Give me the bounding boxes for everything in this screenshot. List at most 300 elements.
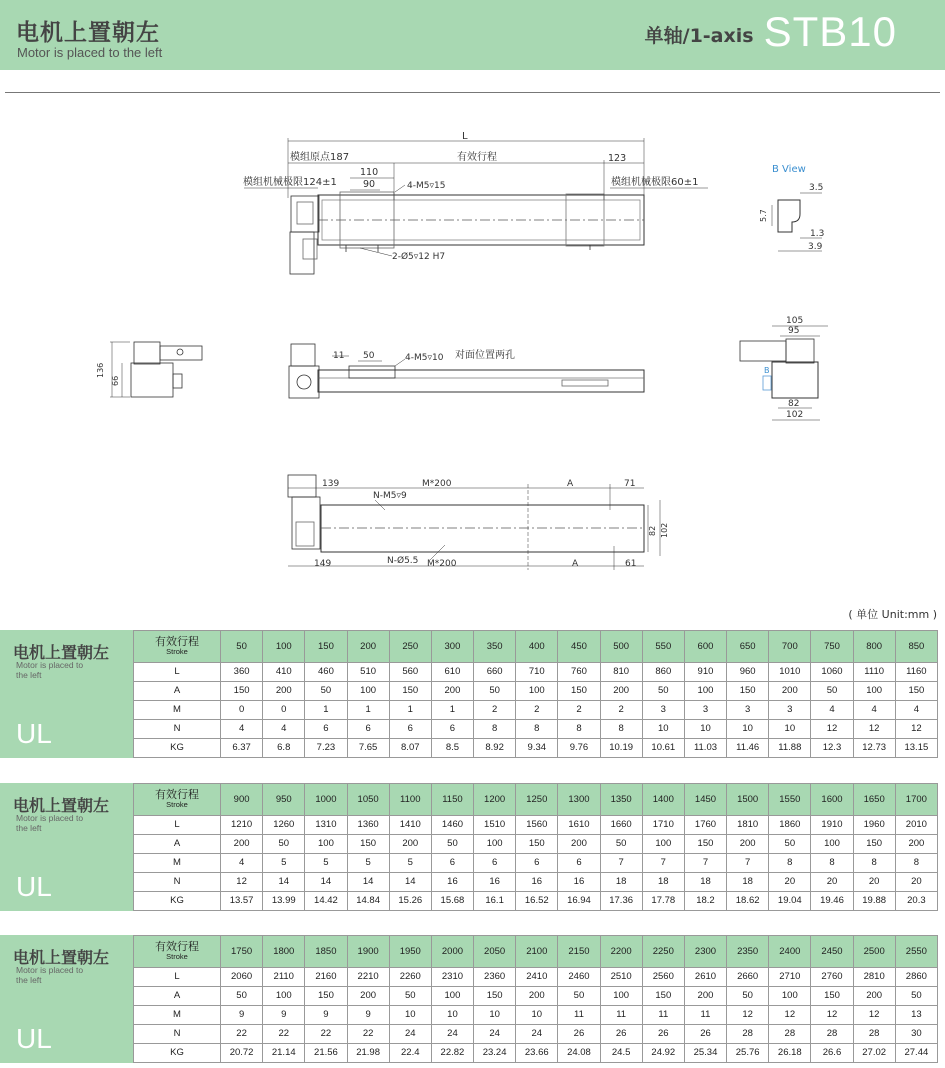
stroke-cell: 1200 [474, 784, 516, 816]
table-cell: 26 [642, 1024, 684, 1043]
table-cell: 0 [221, 700, 263, 719]
table-cell: 10.61 [642, 738, 684, 757]
table-cell: 100 [853, 681, 895, 700]
table-cell: 2210 [347, 967, 389, 986]
table-cell: 0 [263, 700, 305, 719]
table-cell: 28 [853, 1024, 895, 1043]
spec-block [0, 783, 945, 911]
table-cell: 2760 [811, 967, 853, 986]
table-cell: 1510 [474, 815, 516, 834]
table-cell: 4 [853, 700, 895, 719]
table-cell: 6 [431, 853, 473, 872]
table-cell: 200 [347, 986, 389, 1005]
table-cell: 150 [642, 986, 684, 1005]
stroke-cell: 1650 [853, 784, 895, 816]
stroke-cell: 1700 [895, 784, 937, 816]
axis-label: 单轴/1-axis [644, 25, 754, 47]
stroke-cell: 1750 [221, 936, 263, 968]
table-cell: 20 [853, 872, 895, 891]
table-cell: 18 [642, 872, 684, 891]
stroke-cell: 1600 [811, 784, 853, 816]
stroke-cell: 950 [263, 784, 305, 816]
table-cell: 20 [895, 872, 937, 891]
row-label: KG [134, 1043, 221, 1062]
table-cell: 5 [389, 853, 431, 872]
table-cell: 12 [811, 719, 853, 738]
table-cell: 460 [305, 662, 347, 681]
table-cell: 20.3 [895, 891, 937, 910]
stroke-cell: 550 [642, 631, 684, 663]
table-cell: 22 [263, 1024, 305, 1043]
table-cell: 6.8 [263, 738, 305, 757]
table-cell: 150 [558, 681, 600, 700]
table-cell: 1010 [769, 662, 811, 681]
table-cell: 100 [263, 986, 305, 1005]
table-cell: 22.4 [389, 1043, 431, 1062]
table-cell: 8 [853, 853, 895, 872]
table-header-row [134, 784, 938, 816]
stroke-cell: 250 [389, 631, 431, 663]
table-row [134, 853, 938, 872]
table-cell: 50 [389, 986, 431, 1005]
table-cell: 24.92 [642, 1043, 684, 1062]
row-label: M [134, 1005, 221, 1024]
table-cell: 16 [558, 872, 600, 891]
table-cell: 2710 [769, 967, 811, 986]
table-cell: 8.92 [474, 738, 516, 757]
stroke-cell: 600 [684, 631, 726, 663]
table-cell: 11.46 [727, 738, 769, 757]
table-cell: 24 [389, 1024, 431, 1043]
table-cell: 14.42 [305, 891, 347, 910]
table-cell: 100 [305, 834, 347, 853]
table-cell: 1160 [895, 662, 937, 681]
table-cell: 2310 [431, 967, 473, 986]
table-cell: 2810 [853, 967, 895, 986]
table-cell: 8 [811, 853, 853, 872]
table-cell: 22.82 [431, 1043, 473, 1062]
table-cell: 24.08 [558, 1043, 600, 1062]
table-cell: 1560 [516, 815, 558, 834]
table-cell: 10 [769, 719, 811, 738]
table-cell: 12.73 [853, 738, 895, 757]
table-cell: 100 [474, 834, 516, 853]
table-header-row [134, 936, 938, 968]
stroke-cell: 1850 [305, 936, 347, 968]
table-cell: 860 [642, 662, 684, 681]
table-cell: 360 [221, 662, 263, 681]
table-cell: 2560 [642, 967, 684, 986]
table-cell: 16.52 [516, 891, 558, 910]
stroke-cell: 100 [263, 631, 305, 663]
table-cell: 3 [769, 700, 811, 719]
model-name: STB10 [763, 8, 897, 55]
table-cell: 14 [347, 872, 389, 891]
header-subtitle: Motor is placed to the left [17, 45, 163, 60]
table-cell: 13 [895, 1005, 937, 1024]
table-cell: 14 [263, 872, 305, 891]
table-cell: 11.03 [684, 738, 726, 757]
stroke-cell: 1100 [389, 784, 431, 816]
limit-right: 模组机械极限60±1 [611, 177, 699, 188]
table-cell: 50 [727, 986, 769, 1005]
stroke-cell: 2250 [642, 936, 684, 968]
table-cell: 16.1 [474, 891, 516, 910]
table-cell: 2510 [600, 967, 642, 986]
stroke-header-en: Stroke [166, 646, 188, 656]
table-cell: 11.88 [769, 738, 811, 757]
stroke-cell: 200 [347, 631, 389, 663]
b-3-5: 3.5 [809, 183, 824, 193]
table-cell: 10 [474, 1005, 516, 1024]
table-cell: 15.26 [389, 891, 431, 910]
table-cell: 2 [600, 700, 642, 719]
table-cell: 50 [769, 834, 811, 853]
table-cell: 50 [811, 681, 853, 700]
row-label: M [134, 700, 221, 719]
table-cell: 4 [221, 719, 263, 738]
block-label-panel [0, 935, 133, 1063]
table-cell: 100 [516, 681, 558, 700]
table-cell: 12.3 [811, 738, 853, 757]
table-cell: 200 [221, 834, 263, 853]
table-cell: 16.94 [558, 891, 600, 910]
stroke-cell: 1400 [642, 784, 684, 816]
table-cell: 21.14 [263, 1043, 305, 1062]
table-cell: 4 [811, 700, 853, 719]
technical-drawing [0, 92, 945, 627]
table-cell: 10 [389, 1005, 431, 1024]
stroke-header-en: Stroke [166, 799, 188, 809]
table-cell: 1 [305, 700, 347, 719]
table-cell: 12 [853, 719, 895, 738]
table-cell: 5 [263, 853, 305, 872]
table-cell: 1360 [347, 815, 389, 834]
stroke-cell: 2150 [558, 936, 600, 968]
table-cell: 50 [558, 986, 600, 1005]
table-cell: 7 [642, 853, 684, 872]
table-cell: 4 [263, 719, 305, 738]
table-cell: 12 [221, 872, 263, 891]
table-cell: 17.36 [600, 891, 642, 910]
table-cell: 1660 [600, 815, 642, 834]
stroke-cell: 1800 [263, 936, 305, 968]
table-cell: 4 [221, 853, 263, 872]
bottom-view-drawing [288, 475, 660, 570]
block-title: 电机上置朝左 [13, 796, 110, 815]
table-cell: 3 [642, 700, 684, 719]
table-cell: 100 [347, 681, 389, 700]
left-end-view-drawing [110, 342, 202, 397]
p-n55: N-Ø5.5 [387, 556, 419, 566]
table-cell: 22 [221, 1024, 263, 1043]
table-cell: 50 [431, 834, 473, 853]
table-cell: 16 [431, 872, 473, 891]
stroke-cell: 750 [811, 631, 853, 663]
table-cell: 150 [895, 681, 937, 700]
stroke-cell: 1150 [431, 784, 473, 816]
table-cell: 910 [684, 662, 726, 681]
table-cell: 200 [727, 834, 769, 853]
table-cell: 23.24 [474, 1043, 516, 1062]
table-cell: 1860 [769, 815, 811, 834]
table-cell: 2410 [516, 967, 558, 986]
table-cell: 30 [895, 1024, 937, 1043]
table-cell: 100 [431, 986, 473, 1005]
spec-table [133, 630, 938, 758]
table-cell: 150 [727, 681, 769, 700]
table-cell: 16 [516, 872, 558, 891]
table-cell: 11 [684, 1005, 726, 1024]
header-stroke-cell [134, 784, 221, 816]
b-view-label: B View [772, 164, 806, 175]
table-cell: 26.6 [811, 1043, 853, 1062]
e-b-mark: B [764, 366, 770, 375]
stroke-cell: 1050 [347, 784, 389, 816]
stroke-cell: 1300 [558, 784, 600, 816]
table-cell: 1210 [221, 815, 263, 834]
dim-50: 50 [363, 351, 375, 361]
row-label: L [134, 815, 221, 834]
table-cell: 17.78 [642, 891, 684, 910]
row-label: N [134, 1024, 221, 1043]
table-cell: 50 [642, 681, 684, 700]
p-102: 102 [660, 522, 669, 538]
p-82: 82 [648, 525, 657, 536]
table-cell: 710 [516, 662, 558, 681]
page-header [0, 0, 945, 70]
stroke-cell: 1950 [389, 936, 431, 968]
row-label: KG [134, 891, 221, 910]
table-row [134, 662, 938, 681]
table-row [134, 1024, 938, 1043]
table-cell: 8.5 [431, 738, 473, 757]
block-code: UL [16, 871, 52, 902]
table-cell: 9 [305, 1005, 347, 1024]
table-cell: 1810 [727, 815, 769, 834]
table-cell: 2 [474, 700, 516, 719]
table-cell: 7.23 [305, 738, 347, 757]
block-code: UL [16, 718, 52, 749]
e-102: 102 [786, 410, 804, 420]
stroke-cell: 1900 [347, 936, 389, 968]
table-cell: 2 [558, 700, 600, 719]
table-row [134, 872, 938, 891]
dim-136: 136 [96, 362, 105, 378]
table-cell: 10 [727, 719, 769, 738]
table-cell: 510 [347, 662, 389, 681]
table-cell: 6 [305, 719, 347, 738]
row-label: KG [134, 738, 221, 757]
stroke-cell: 2050 [474, 936, 516, 968]
table-cell: 12 [811, 1005, 853, 1024]
table-cell: 24 [516, 1024, 558, 1043]
table-cell: 1060 [811, 662, 853, 681]
table-cell: 8 [558, 719, 600, 738]
stroke-cell: 2500 [853, 936, 895, 968]
stroke-cell: 700 [769, 631, 811, 663]
table-cell: 9 [347, 1005, 389, 1024]
table-cell: 16 [474, 872, 516, 891]
limit-left: 模组机械极限124±1 [243, 177, 337, 188]
tap-top: 4-M5▿15 [407, 181, 446, 191]
table-cell: 21.98 [347, 1043, 389, 1062]
table-cell: 810 [600, 662, 642, 681]
table-cell: 20.72 [221, 1043, 263, 1062]
table-cell: 19.46 [811, 891, 853, 910]
stroke-cell: 350 [474, 631, 516, 663]
stroke-cell: 1250 [516, 784, 558, 816]
table-cell: 8.07 [389, 738, 431, 757]
table-cell: 9 [263, 1005, 305, 1024]
p-m200-bot: M*200 [427, 559, 457, 569]
table-cell: 24 [474, 1024, 516, 1043]
table-cell: 4 [895, 700, 937, 719]
stroke-cell: 1550 [769, 784, 811, 816]
stroke-cell: 2100 [516, 936, 558, 968]
row-label: N [134, 872, 221, 891]
table-cell: 1260 [263, 815, 305, 834]
table-cell: 18 [684, 872, 726, 891]
table-cell: 100 [811, 834, 853, 853]
table-cell: 50 [895, 986, 937, 1005]
table-row [134, 1005, 938, 1024]
stroke-cell: 2450 [811, 936, 853, 968]
spec-table [133, 935, 938, 1063]
table-cell: 1110 [853, 662, 895, 681]
table-cell: 100 [769, 986, 811, 1005]
b-5-7: 5.7 [759, 209, 768, 222]
b-3-9: 3.9 [808, 242, 823, 252]
table-cell: 18.2 [684, 891, 726, 910]
table-cell: 2460 [558, 967, 600, 986]
stroke-cell: 2000 [431, 936, 473, 968]
spec-table [133, 783, 938, 911]
stroke-cell: 2550 [895, 936, 937, 968]
table-cell: 10 [642, 719, 684, 738]
table-cell: 2 [516, 700, 558, 719]
row-label: N [134, 719, 221, 738]
table-cell: 25.76 [727, 1043, 769, 1062]
e-82: 82 [788, 399, 800, 409]
stroke-cell: 2350 [727, 936, 769, 968]
table-cell: 1760 [684, 815, 726, 834]
table-cell: 1 [347, 700, 389, 719]
table-cell: 50 [305, 681, 347, 700]
dim-11: 11 [333, 351, 345, 361]
table-cell: 100 [642, 834, 684, 853]
table-cell: 100 [684, 681, 726, 700]
table-cell: 24 [431, 1024, 473, 1043]
table-cell: 410 [263, 662, 305, 681]
stroke-cell: 300 [431, 631, 473, 663]
table-row [134, 815, 938, 834]
table-cell: 150 [516, 834, 558, 853]
table-cell: 200 [558, 834, 600, 853]
stroke-cell: 2300 [684, 936, 726, 968]
table-cell: 150 [684, 834, 726, 853]
table-cell: 100 [600, 986, 642, 1005]
table-cell: 8 [474, 719, 516, 738]
table-cell: 9.76 [558, 738, 600, 757]
table-cell: 200 [516, 986, 558, 1005]
p-139: 139 [322, 479, 340, 489]
table-cell: 26 [558, 1024, 600, 1043]
table-cell: 24.5 [600, 1043, 642, 1062]
table-cell: 1960 [853, 815, 895, 834]
table-cell: 2160 [305, 967, 347, 986]
table-cell: 660 [474, 662, 516, 681]
stroke-cell: 150 [305, 631, 347, 663]
table-cell: 2010 [895, 815, 937, 834]
e-105: 105 [786, 316, 804, 326]
p-61: 61 [625, 559, 637, 569]
dim-66: 66 [111, 375, 120, 386]
dim-90: 90 [363, 179, 376, 190]
stroke-cell: 1000 [305, 784, 347, 816]
table-header-row [134, 631, 938, 663]
table-cell: 23.66 [516, 1043, 558, 1062]
table-cell: 13.99 [263, 891, 305, 910]
table-cell: 8 [895, 853, 937, 872]
table-cell: 7.65 [347, 738, 389, 757]
table-cell: 150 [811, 986, 853, 1005]
table-cell: 1610 [558, 815, 600, 834]
table-cell: 6 [474, 853, 516, 872]
table-cell: 200 [895, 834, 937, 853]
dim-110: 110 [360, 167, 379, 178]
row-label: L [134, 967, 221, 986]
table-cell: 6 [516, 853, 558, 872]
table-cell: 2660 [727, 967, 769, 986]
stroke-cell: 850 [895, 631, 937, 663]
p-a-top: A [567, 479, 574, 489]
table-cell: 10.19 [600, 738, 642, 757]
block-subtitle: Motor is placed to the left [16, 813, 84, 833]
table-cell: 14.84 [347, 891, 389, 910]
table-cell: 2610 [684, 967, 726, 986]
table-cell: 5 [347, 853, 389, 872]
block-label-panel [0, 630, 133, 758]
p-m200-top: M*200 [422, 479, 452, 489]
table-cell: 3 [727, 700, 769, 719]
table-cell: 150 [853, 834, 895, 853]
row-label: A [134, 681, 221, 700]
tap-side-note: 对面位置两孔 [455, 350, 515, 361]
table-cell: 20 [811, 872, 853, 891]
table-cell: 200 [389, 834, 431, 853]
table-cell: 8 [769, 853, 811, 872]
table-cell: 10 [684, 719, 726, 738]
table-cell: 6 [431, 719, 473, 738]
table-cell: 1 [389, 700, 431, 719]
table-cell: 18 [600, 872, 642, 891]
header-title: 电机上置朝左 [16, 20, 160, 46]
table-cell: 200 [431, 681, 473, 700]
table-cell: 15.68 [431, 891, 473, 910]
table-cell: 6 [558, 853, 600, 872]
table-cell: 2860 [895, 967, 937, 986]
table-cell: 13.15 [895, 738, 937, 757]
table-cell: 1310 [305, 815, 347, 834]
table-cell: 26 [684, 1024, 726, 1043]
table-row [134, 967, 938, 986]
header-stroke-cell [134, 936, 221, 968]
table-cell: 1410 [389, 815, 431, 834]
table-cell: 28 [769, 1024, 811, 1043]
table-cell: 50 [263, 834, 305, 853]
table-cell: 13.57 [221, 891, 263, 910]
